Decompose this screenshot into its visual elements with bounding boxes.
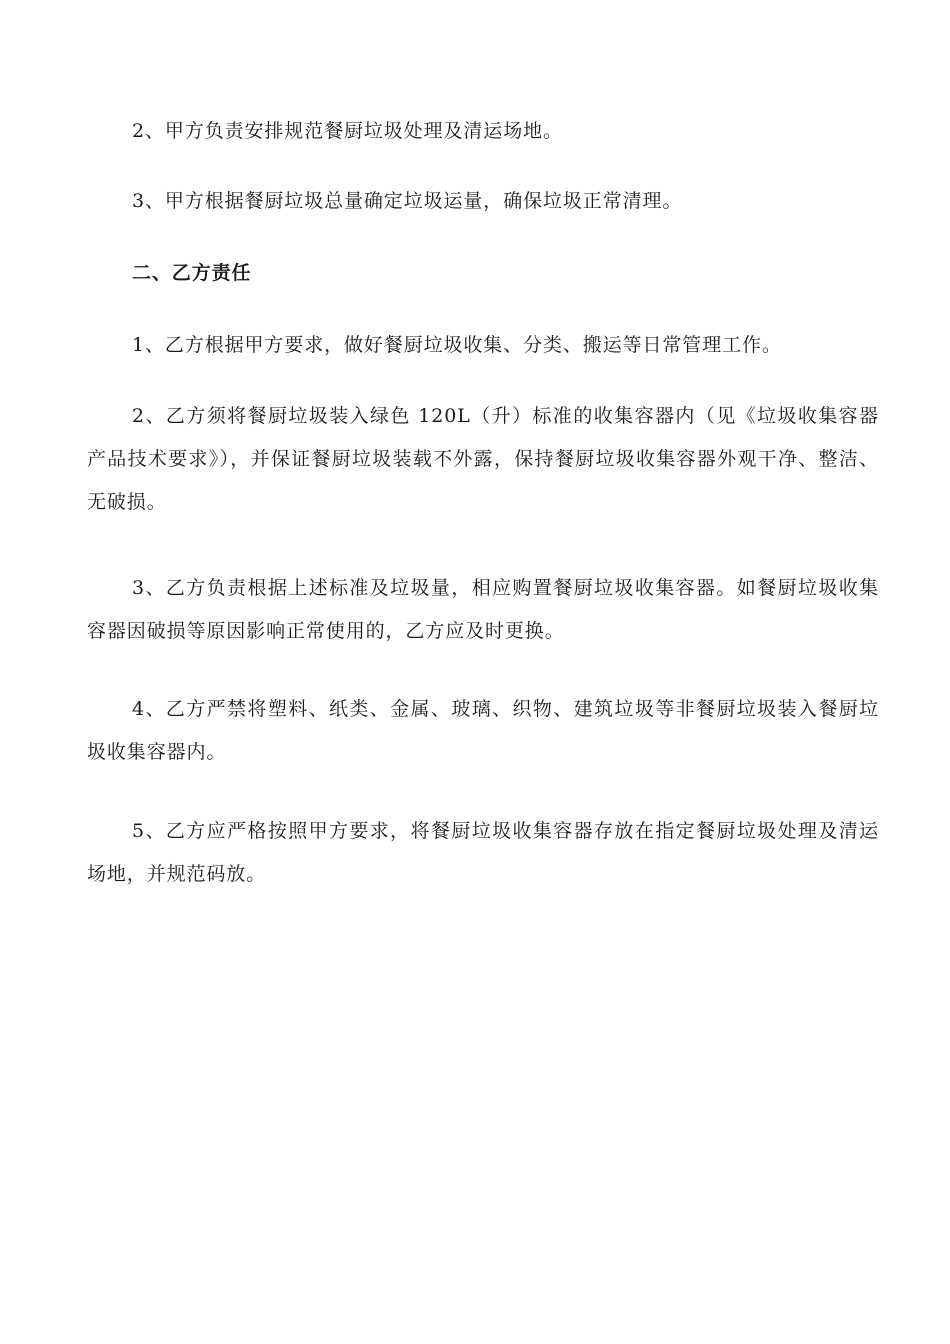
party-b-item-4: 4、乙方严禁将塑料、纸类、金属、玻璃、织物、建筑垃圾等非餐厨垃圾装入餐厨垃圾收集容器内。 [87,698,879,763]
party-b-item-2: 2、乙方须将餐厨垃圾装入绿色 120L（升）标准的收集容器内（见《垃圾收集容器产品技术要求》），并保证餐厨垃圾装载不外露，保持餐厨垃圾收集容器外观干净、整洁、无破损。 [87,405,879,513]
section-heading-party-b: 二、乙方责任 [132,262,252,284]
party-b-item-3: 3、乙方负责根据上述标准及垃圾量，相应购置餐厨垃圾收集容器。如餐厨垃圾收集容器因破损等原因影响正常使用的，乙方应及时更换。 [87,577,879,642]
party-b-item-1: 1、乙方根据甲方要求，做好餐厨垃圾收集、分类、搬运等日常管理工作。 [132,334,782,356]
party-a-item-3: 3、甲方根据餐厨垃圾总量确定垃圾运量，确保垃圾正常清理。 [132,190,683,212]
party-b-item-5: 5、乙方应严格按照甲方要求，将餐厨垃圾收集容器存放在指定餐厨垃圾处理及清运场地，并规范码放。 [87,820,879,885]
party-a-item-2: 2、甲方负责安排规范餐厨垃圾处理及清运场地。 [132,120,563,142]
